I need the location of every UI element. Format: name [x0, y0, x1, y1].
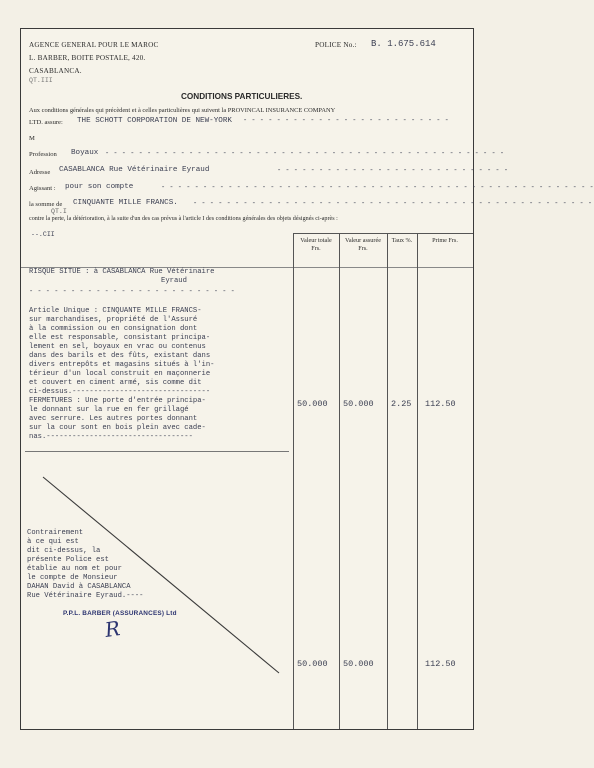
- total-prime: 112.50: [425, 659, 456, 669]
- ltd-value: THE SCHOTT CORPORATION DE NEW-YORK: [77, 117, 232, 125]
- article-line: FERMETURES : Une porte d'entrée principa-: [29, 397, 206, 405]
- ltd-label: LTD. assure:: [29, 119, 63, 126]
- contre-mark: --.CII: [31, 231, 55, 238]
- article-line: lement en sel, boyaux en vrac ou contenus: [29, 343, 206, 351]
- contrairement-line: à ce qui est: [27, 538, 79, 546]
- total-valeur-assuree: 50.000: [343, 659, 374, 669]
- somme-value: CINQUANTE MILLE FRANCS.: [73, 199, 178, 207]
- adresse-value: CASABLANCA Rue Vétérinaire Eyraud: [59, 166, 210, 174]
- article-line: sur la cour sont en bois plein avec cade-: [29, 424, 206, 432]
- policy-document: [20, 28, 594, 730]
- article-line: dans des barils et des fûts, existant dans: [29, 352, 211, 360]
- agissant-value: pour son compte: [65, 183, 134, 191]
- somme-label: la somme de: [29, 201, 63, 208]
- row-prime: 112.50: [425, 399, 456, 409]
- signature: R: [103, 616, 122, 642]
- row-taux: 2.25: [391, 399, 412, 409]
- article-line: ci-dessus.--------------------------------: [29, 388, 211, 396]
- m-label: M: [29, 135, 35, 142]
- ltd-dash-line: - - - - - - - - - - - - - - - - - - - - - - - - -: [243, 117, 449, 125]
- agency-stamp: P.P.L. BARBER (ASSURANCES) Ltd: [63, 610, 177, 617]
- contrairement-line: Rue Vétérinaire Eyraud.----: [27, 592, 144, 600]
- agency-address: L. BARBER, BOITE POSTALE, 420.: [29, 54, 146, 62]
- risque-line: RISQUE SITUE : à CASABLANCA Rue Vétérinaire: [29, 268, 215, 276]
- document-title: CONDITIONS PARTICULIERES.: [181, 92, 303, 101]
- contrairement-line: établie au nom et pour: [27, 565, 122, 573]
- contrairement-line: dit ci-dessus, la: [27, 547, 101, 555]
- article-line: nas.----------------------------------: [29, 433, 193, 441]
- profession-value: Boyaux: [71, 149, 99, 157]
- contrairement-line: présente Police est: [27, 556, 109, 564]
- article-line: térieur d'un local construit en maçonnerie: [29, 370, 211, 378]
- article-line: le donnant sur la rue en fer grillagé: [29, 406, 189, 414]
- row-valeur-assuree: 50.000: [343, 399, 374, 409]
- policy-label: POLICE No.:: [315, 41, 357, 49]
- column-header-prime: Prime Frs.: [432, 237, 458, 244]
- diagonal-strike-line: [21, 29, 473, 729]
- article-line: elle est responsable, consistant principa-: [29, 334, 211, 342]
- adresse-label: Adresse: [29, 169, 51, 176]
- column-header-taux: Taux %.: [391, 237, 413, 244]
- policy-number: B. 1.675.614: [371, 39, 436, 49]
- article-line: avec serrure. Les autres portes donnant: [29, 415, 198, 423]
- article-line: et couvert en ciment armé, sis comme dit: [29, 379, 202, 387]
- contrairement-line: Contrairement: [27, 529, 84, 537]
- contrairement-line: DAHAN David à CASABLANCA: [27, 583, 131, 591]
- profession-label: Profession: [29, 151, 57, 158]
- somme-dash-line: - - - - - - - - - - - - - - - - - - - - - - - - - - - - - - - - - - - - - - - - - - - - - - - -: [193, 200, 593, 208]
- risque-line-2: Eyraud: [161, 277, 187, 285]
- column-header-valeur-assuree: Valeur assurée Frs.: [345, 237, 381, 252]
- reference-mark: QT.III: [29, 77, 53, 84]
- article-line: sur marchandises, propriété de l'Assuré: [29, 316, 198, 324]
- adresse-dash-line: - - - - - - - - - - - - - - - - - - - - - - - - - - - -: [277, 167, 509, 175]
- article-line: Article Unique : CINQUANTE MILLE FRANCS-: [29, 307, 202, 315]
- agissant-dash-line: - - - - - - - - - - - - - - - - - - - - - - - - - - - - - - - - - - - - - - - - - - - - - - - - - - - -: [161, 184, 594, 192]
- contrairement-line: le compte de Monsieur: [27, 574, 118, 582]
- row-valeur-totale: 50.000: [297, 399, 328, 409]
- profession-dash-line: - - - - - - - - - - - - - - - - - - - - - - - - - - - - - - - - - - - - - - - - - - - - - - - -: [105, 150, 505, 158]
- agency-city: CASABLANCA.: [29, 67, 82, 75]
- contre-line: contre la perte, la détérioration, à la suite d'un des cas prévus à l'article I des conditions générales des objets désignés ci-après :: [29, 216, 338, 222]
- somme-mark: QT.I: [51, 208, 67, 215]
- risque-dash-line: - - - - - - - - - - - - - - - - - - - - - - - - -: [29, 288, 235, 296]
- article-line: divers entrepôts et magasins situés à l'in-: [29, 361, 215, 369]
- total-valeur-totale: 50.000: [297, 659, 328, 669]
- agissant-label: Agissant :: [29, 185, 56, 192]
- article-line: à la commission ou en consignation dont: [29, 325, 198, 333]
- column-header-valeur-totale: Valeur totale Frs.: [300, 237, 332, 252]
- agency-name: AGENCE GENERAL POUR LE MAROC: [29, 41, 159, 49]
- intro-line: Aux conditions générales qui précèdent et à celles particulières qui suivent la PROVINCAL INSURANCE COMPANY: [29, 107, 336, 114]
